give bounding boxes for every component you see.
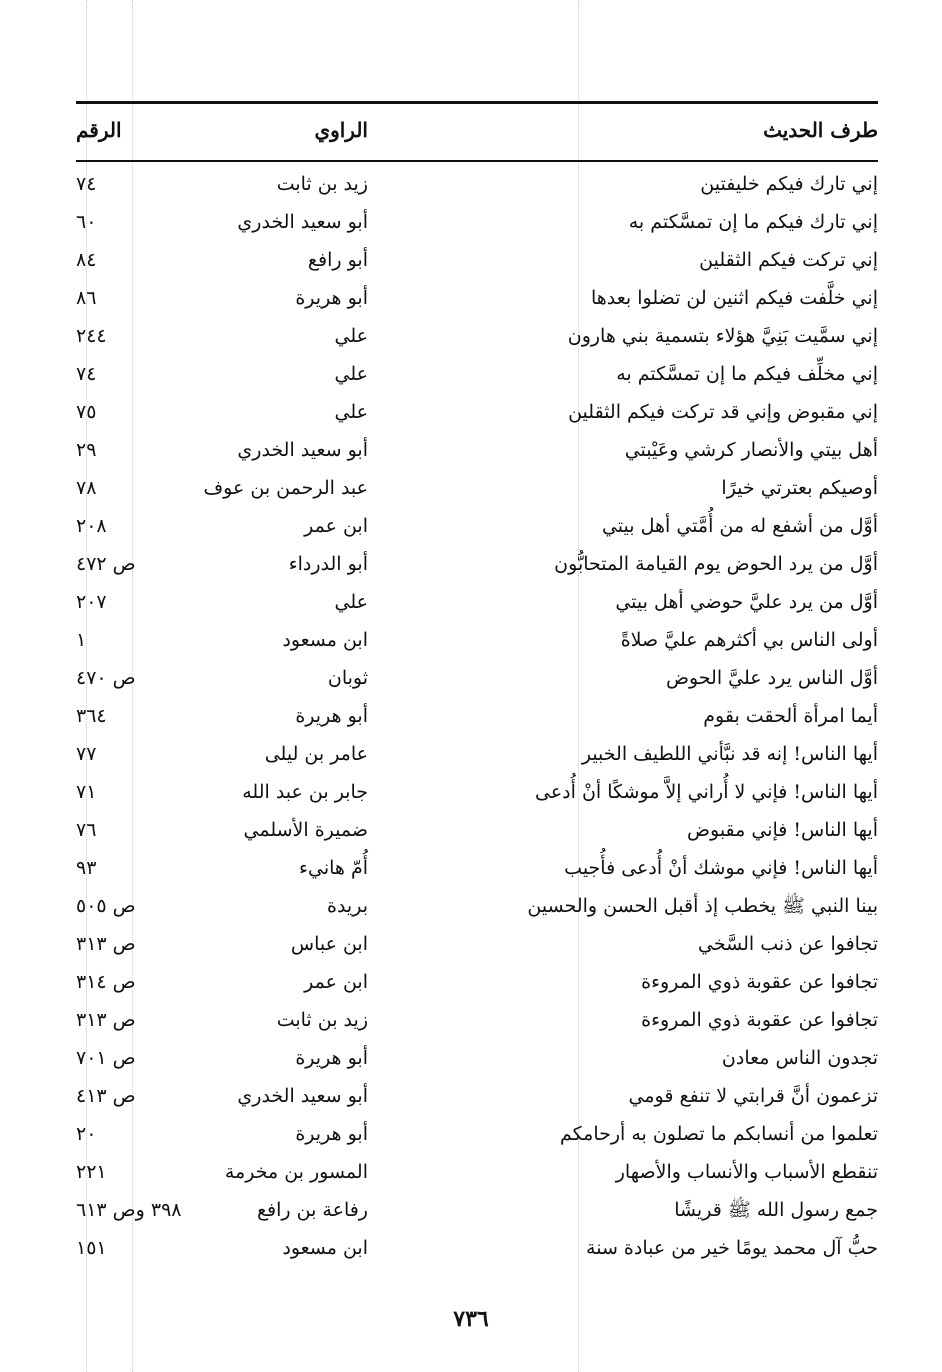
hadith-text: أوَّل الناس يرد عليَّ الحوض xyxy=(665,667,878,689)
narrator-name: علي xyxy=(334,325,368,347)
hadith-number: ٢٢١ xyxy=(76,1161,107,1183)
hadith-number: ص ٤٧٠ xyxy=(76,667,136,689)
narrator-name: عبد الرحمن بن عوف xyxy=(203,477,368,499)
narrator-name: رفاعة بن رافع xyxy=(256,1199,368,1221)
narrator-name: ابن عباس xyxy=(290,933,368,955)
hadith-text: أوصيكم بعترتي خيرًا xyxy=(721,477,878,499)
hadith-text: أيها الناس! فإني موشك أنْ أُدعى فأُجيب xyxy=(564,857,878,879)
hadith-number: ٣٩٨ وص ٦١٣ xyxy=(76,1199,182,1221)
header-number: الرقم xyxy=(76,118,122,142)
hadith-text: أولى الناس بي أكثرهم عليَّ صلاةً xyxy=(620,629,878,651)
hadith-text: أيها الناس! إنه قد نبَّأني اللطيف الخبير xyxy=(581,743,878,765)
hadith-text: أيها الناس! فإني لا أُراني إلاَّ موشكًا أنْ أُدعى xyxy=(535,781,878,803)
hadith-text: أوَّل من يرد عليَّ حوضي أهل بيتي xyxy=(615,591,878,613)
hadith-text: أهل بيتي والأنصار كرشي وعَيْبتي xyxy=(624,439,878,461)
hadith-number: ٧٤ xyxy=(76,363,97,385)
hadith-text: تعلموا من أنسابكم ما تصلون به أرحامكم xyxy=(560,1123,878,1145)
narrator-name: علي xyxy=(334,591,368,613)
table-row xyxy=(76,1115,878,1153)
hadith-text: تنقطع الأسباب والأنساب والأصهار xyxy=(615,1161,878,1183)
narrator-name: جابر بن عبد الله xyxy=(242,781,368,803)
hadith-number: ٢٠٨ xyxy=(76,515,107,537)
hadith-number: ٧٥ xyxy=(76,401,97,423)
hadith-number: ص ٣١٣ xyxy=(76,1009,136,1031)
hadith-text: تجدون الناس معادن xyxy=(721,1047,878,1069)
narrator-name: أبو هريرة xyxy=(295,1123,368,1145)
hadith-number: ٢٩ xyxy=(76,439,97,461)
hadith-number: ١ xyxy=(76,629,87,651)
table-row xyxy=(76,355,878,393)
table-row xyxy=(76,887,878,925)
hadith-text: حبُّ آل محمد يومًا خير من عبادة سنة xyxy=(586,1237,878,1259)
hadith-index-table xyxy=(76,112,878,1267)
table-row xyxy=(76,203,878,241)
header-hadith: طرف الحديث xyxy=(763,118,878,142)
table-row xyxy=(76,697,878,735)
hadith-number: ٢٠٧ xyxy=(76,591,107,613)
hadith-text: إني مخلِّف فيكم ما إن تمسَّكتم به xyxy=(616,363,878,385)
table-row xyxy=(76,1077,878,1115)
table-row xyxy=(76,317,878,355)
hadith-number: ٢٠ xyxy=(76,1123,97,1145)
hadith-number: ص ٣١٤ xyxy=(76,971,136,993)
narrator-name: أبو سعيد الخدري xyxy=(237,1085,368,1107)
hadith-number: ٦٠ xyxy=(76,211,97,233)
hadith-text: تجافوا عن ذنب السَّخي xyxy=(698,933,878,955)
hadith-number: ص ٤٧٢ xyxy=(76,553,136,575)
hadith-text: أيما امرأة ألحقت بقوم xyxy=(703,705,878,727)
table-body xyxy=(76,165,878,1267)
table-row xyxy=(76,279,878,317)
hadith-text: أوَّل من يرد الحوض يوم القيامة المتحابُّون xyxy=(554,553,878,575)
hadith-text: تجافوا عن عقوبة ذوي المروءة xyxy=(641,1009,878,1031)
narrator-name: زيد بن ثابت xyxy=(276,1009,368,1031)
table-row xyxy=(76,507,878,545)
table-row xyxy=(76,1191,878,1229)
table-row xyxy=(76,659,878,697)
narrator-name: علي xyxy=(334,401,368,423)
hadith-number: ٨٤ xyxy=(76,249,97,271)
narrator-name: علي xyxy=(334,363,368,385)
table-row xyxy=(76,925,878,963)
hadith-text: إني تركت فيكم الثقلين xyxy=(699,249,878,271)
narrator-name: أبو هريرة xyxy=(295,1047,368,1069)
narrator-name: ثوبان xyxy=(327,667,368,689)
hadith-text: إني خلَّفت فيكم اثنين لن تضلوا بعدها xyxy=(590,287,878,309)
hadith-text: تجافوا عن عقوبة ذوي المروءة xyxy=(641,971,878,993)
table-row xyxy=(76,165,878,203)
hadith-number: ٧٦ xyxy=(76,819,97,841)
narrator-name: عامر بن ليلى xyxy=(264,743,368,765)
table-row xyxy=(76,431,878,469)
narrator-name: ابن مسعود xyxy=(282,629,368,651)
page-number: ٧٣٦ xyxy=(453,1306,489,1332)
table-row xyxy=(76,811,878,849)
narrator-name: أبو هريرة xyxy=(295,705,368,727)
table-row xyxy=(76,1001,878,1039)
hadith-text: تزعمون أنَّ قرابتي لا تنفع قومي xyxy=(628,1085,878,1107)
table-row xyxy=(76,469,878,507)
narrator-name: ابن عمر xyxy=(304,971,368,993)
hadith-text: إني تارك فيكم ما إن تمسَّكتم به xyxy=(628,211,878,233)
hadith-number: ص ٤١٣ xyxy=(76,1085,136,1107)
narrator-name: أبو الدرداء xyxy=(288,553,368,575)
table-row xyxy=(76,583,878,621)
hadith-text: أيها الناس! فإني مقبوض xyxy=(687,819,878,841)
hadith-text: جمع رسول الله ﷺ قريشًا xyxy=(674,1199,878,1221)
table-row xyxy=(76,849,878,887)
narrator-name: أبو سعيد الخدري xyxy=(237,211,368,233)
narrator-name: ضميرة الأسلمي xyxy=(243,819,368,841)
hadith-number: ٧٤ xyxy=(76,173,97,195)
table-row xyxy=(76,393,878,431)
narrator-name: بريدة xyxy=(327,895,368,917)
hadith-number: ص ٥٠٥ xyxy=(76,895,136,917)
hadith-text: أوَّل من أشفع له من أُمَّتي أهل بيتي xyxy=(601,515,878,537)
header-narrator: الراوي xyxy=(314,118,368,142)
hadith-number: ٧٨ xyxy=(76,477,97,499)
hadith-text: إني مقبوض وإني قد تركت فيكم الثقلين xyxy=(568,401,878,423)
narrator-name: أبو هريرة xyxy=(295,287,368,309)
hadith-number: ١٥١ xyxy=(76,1237,107,1259)
hadith-number: ص ٣١٣ xyxy=(76,933,136,955)
hadith-number: ٢٤٤ xyxy=(76,325,107,347)
table-row xyxy=(76,621,878,659)
narrator-name: زيد بن ثابت xyxy=(276,173,368,195)
table-row xyxy=(76,545,878,583)
narrator-name: أُمّ هانيء xyxy=(299,857,368,879)
hadith-text: بينا النبي ﷺ يخطب إذ أقبل الحسن والحسين xyxy=(527,895,878,917)
table-row xyxy=(76,773,878,811)
table-row xyxy=(76,1039,878,1077)
hadith-number: ٨٦ xyxy=(76,287,97,309)
hadith-number: ٧١ xyxy=(76,781,97,803)
table-row xyxy=(76,735,878,773)
top-rule xyxy=(76,101,878,104)
hadith-number: ٣٦٤ xyxy=(76,705,107,727)
table-header xyxy=(76,112,878,148)
narrator-name: أبو رافع xyxy=(307,249,368,271)
table-row xyxy=(76,963,878,1001)
hadith-number: ٧٧ xyxy=(76,743,97,765)
hadith-number: ٩٣ xyxy=(76,857,97,879)
narrator-name: المسور بن مخرمة xyxy=(224,1161,368,1183)
table-row xyxy=(76,241,878,279)
hadith-text: إني تارك فيكم خليفتين xyxy=(700,173,878,195)
hadith-number: ص ٧٠١ xyxy=(76,1047,136,1069)
narrator-name: ابن مسعود xyxy=(282,1237,368,1259)
table-row xyxy=(76,1229,878,1267)
hadith-text: إني سمَّيت بَنِيَّ هؤلاء بتسمية بني هارون xyxy=(567,325,878,347)
table-row xyxy=(76,1153,878,1191)
narrator-name: أبو سعيد الخدري xyxy=(237,439,368,461)
narrator-name: ابن عمر xyxy=(304,515,368,537)
